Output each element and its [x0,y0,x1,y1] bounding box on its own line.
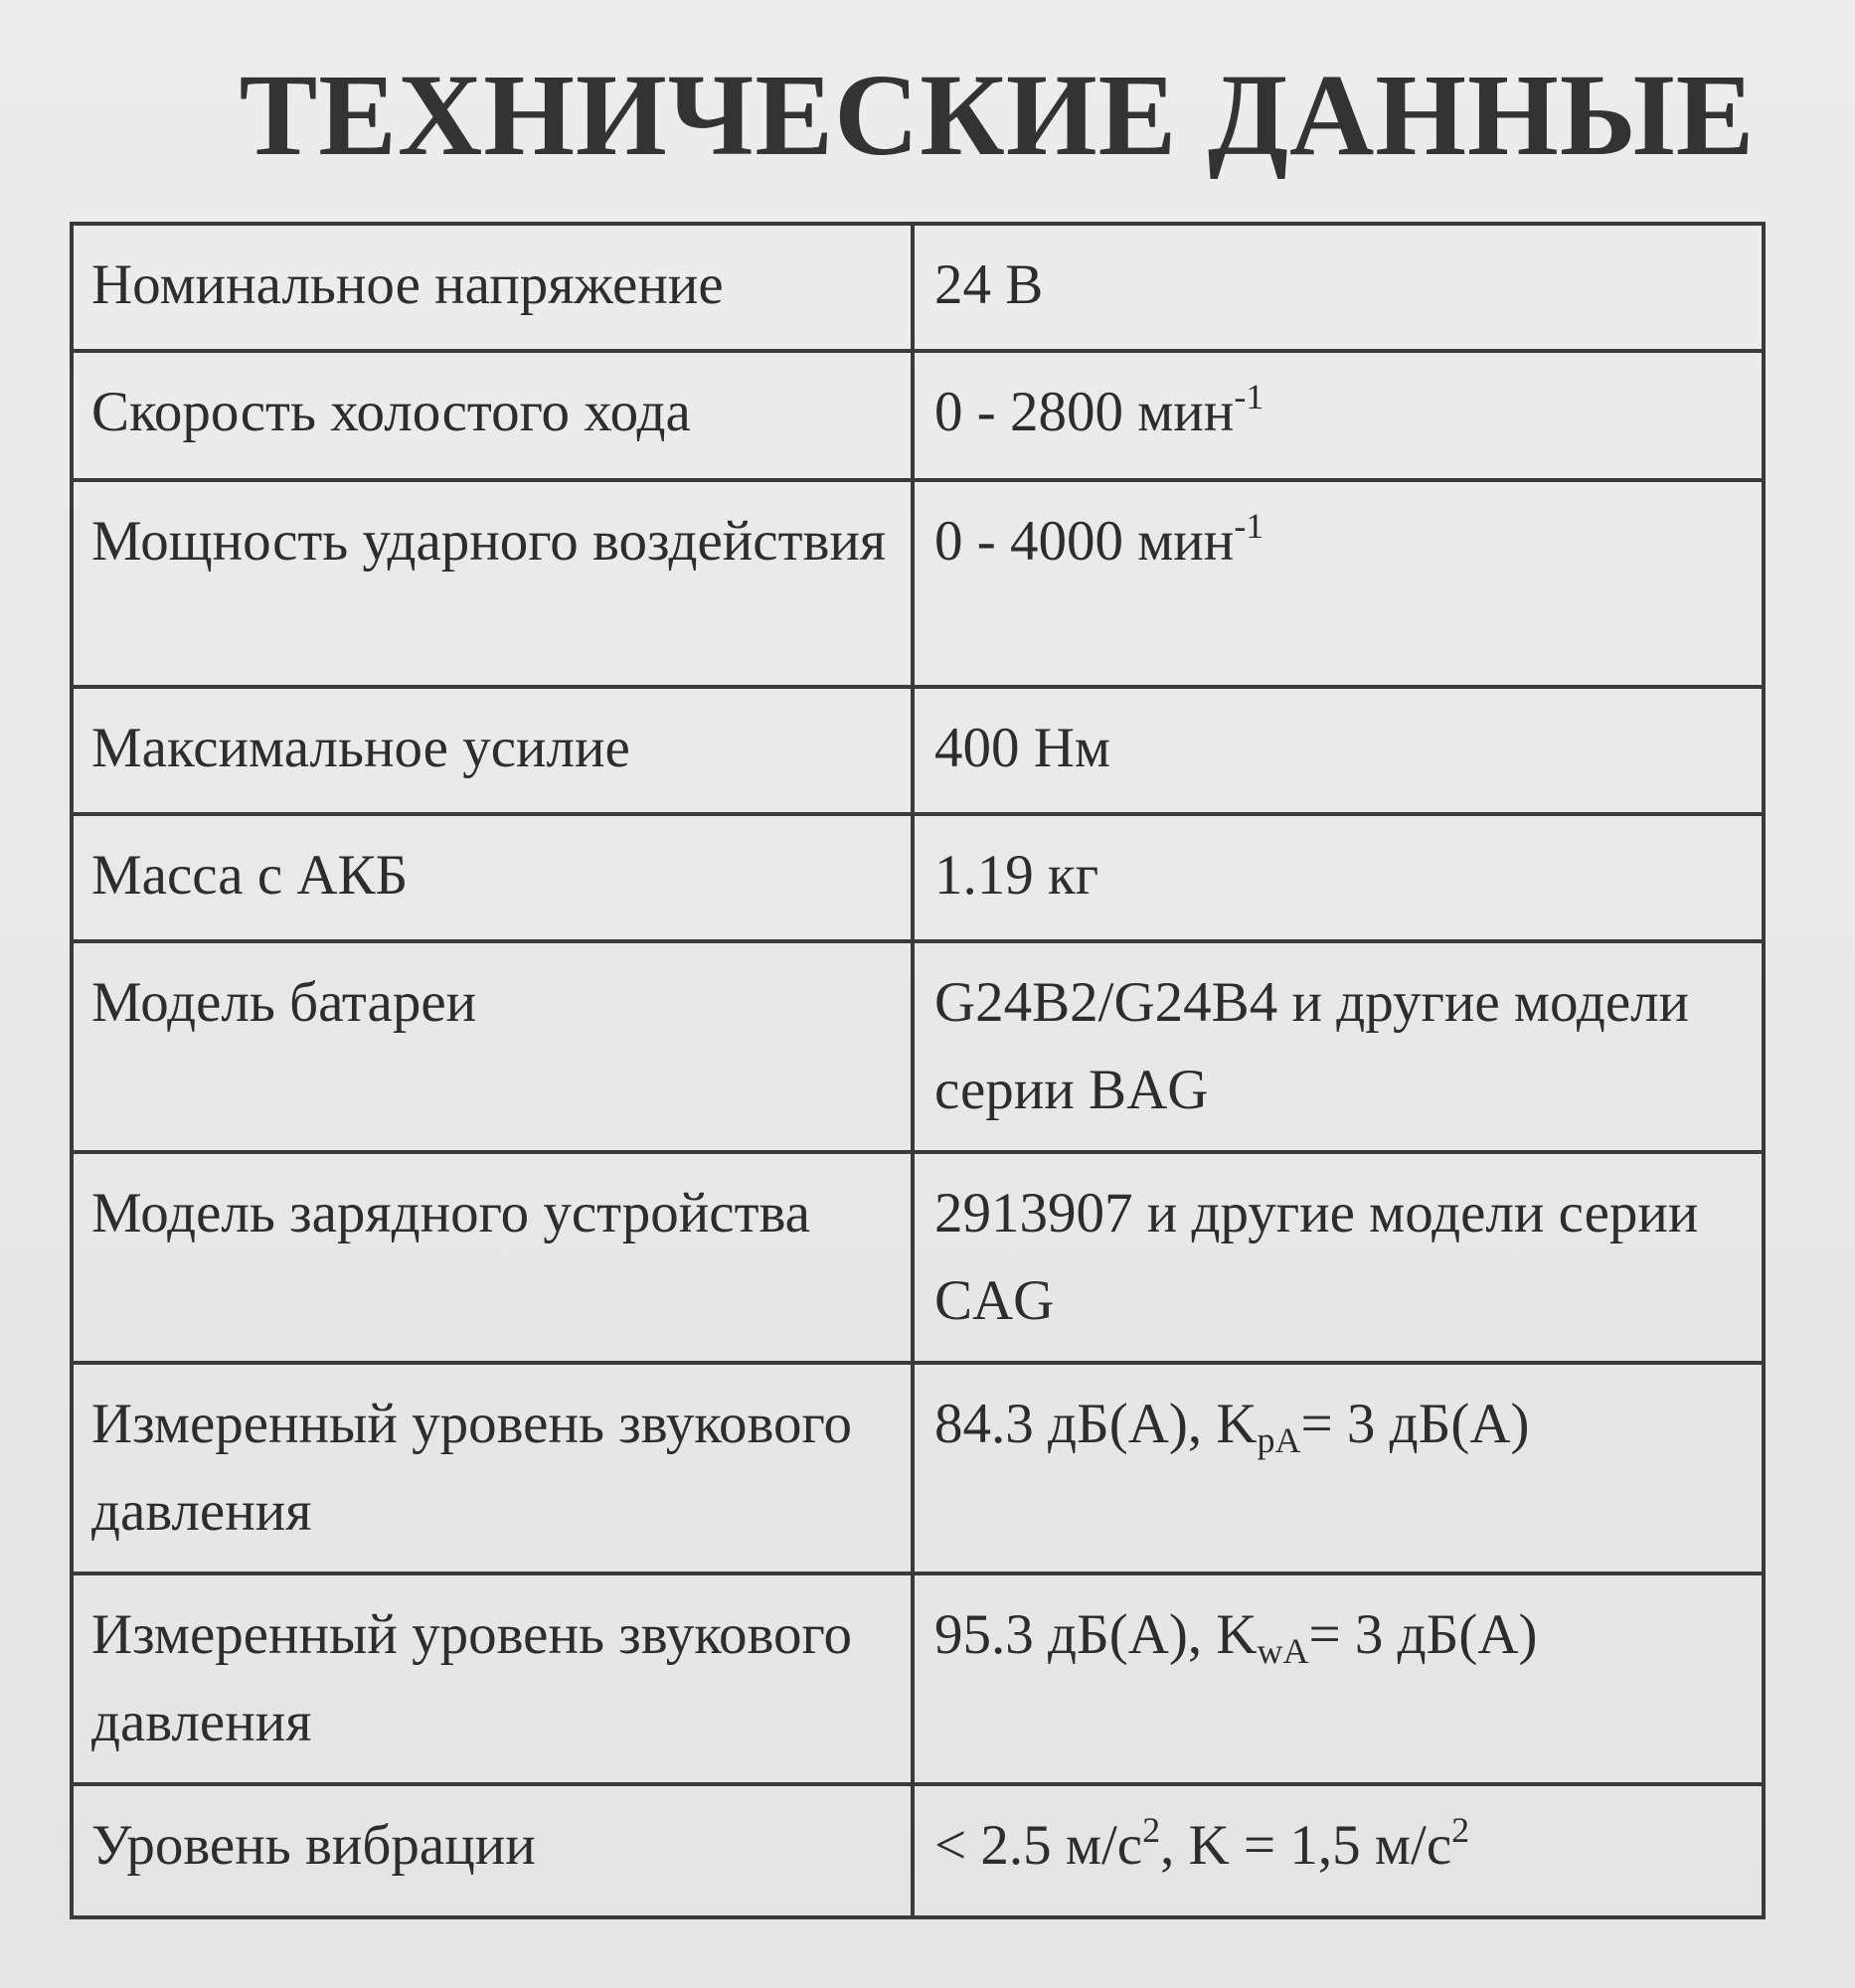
spec-value: 2913907 и другие модели серии CAG [913,1152,1764,1363]
table-row [72,480,1764,687]
table-row [72,224,1764,351]
spec-value: 24 В [913,224,1764,351]
spec-value [913,480,1764,687]
spec-label: Мощность ударного воздействия [72,480,913,687]
spec-value-main: 95.3 дБ(A), K [934,1603,1258,1666]
spec-label: Измеренный уровень звукового давления [72,1363,913,1574]
spec-value: G24B2/G24B4 и другие модели серии BAG [913,941,1764,1152]
table-row [72,687,1764,814]
spec-value-main: 0 - 2800 мин [934,381,1235,443]
spec-value-tail: = 3 дБ(A) [1308,1603,1538,1666]
spec-label: Модель батареи [72,941,913,1152]
table-row [72,1784,1764,1917]
spec-value-subscript: pA [1257,1420,1301,1460]
spec-label: Скорость холостого хода [72,351,913,480]
spec-label: Измеренный уровень звукового давления [72,1574,913,1784]
spec-value-main: 0 - 4000 мин [934,510,1235,573]
page-title: ТЕХНИЧЕСКИЕ ДАННЫЕ [239,50,1756,180]
spec-value: 400 Нм [913,687,1764,814]
spec-label: Номинальное напряжение [72,224,913,351]
table-row [72,1574,1764,1784]
spec-value-tail: = 3 дБ(A) [1300,1393,1530,1455]
spec-value-superscript: -1 [1234,506,1265,546]
specifications-table [70,222,1766,1919]
spec-value [913,1784,1764,1917]
spec-label: Модель зарядного устройства [72,1152,913,1363]
spec-value-superscript: 2 [1142,1810,1161,1850]
spec-value: 1.19 кг [913,814,1764,941]
spec-value-superscript: 2 [1451,1810,1470,1850]
spec-value [913,1363,1764,1574]
spec-value-middle: , K = 1,5 м/с [1160,1814,1452,1877]
spec-value-superscript: -1 [1234,377,1265,416]
spec-value-main: < 2.5 м/с [934,1814,1143,1877]
spec-value-main: 84.3 дБ(A), K [934,1393,1258,1455]
table-row [72,941,1764,1152]
table-row [72,351,1764,480]
spec-label: Максимальное усилие [72,687,913,814]
table-row [72,814,1764,941]
table-row [72,1152,1764,1363]
spec-value-subscript: wA [1257,1631,1309,1671]
spec-value [913,351,1764,480]
spec-value [913,1574,1764,1784]
spec-label: Уровень вибрации [72,1784,913,1917]
spec-label: Масса с АКБ [72,814,913,941]
table-row [72,1363,1764,1574]
